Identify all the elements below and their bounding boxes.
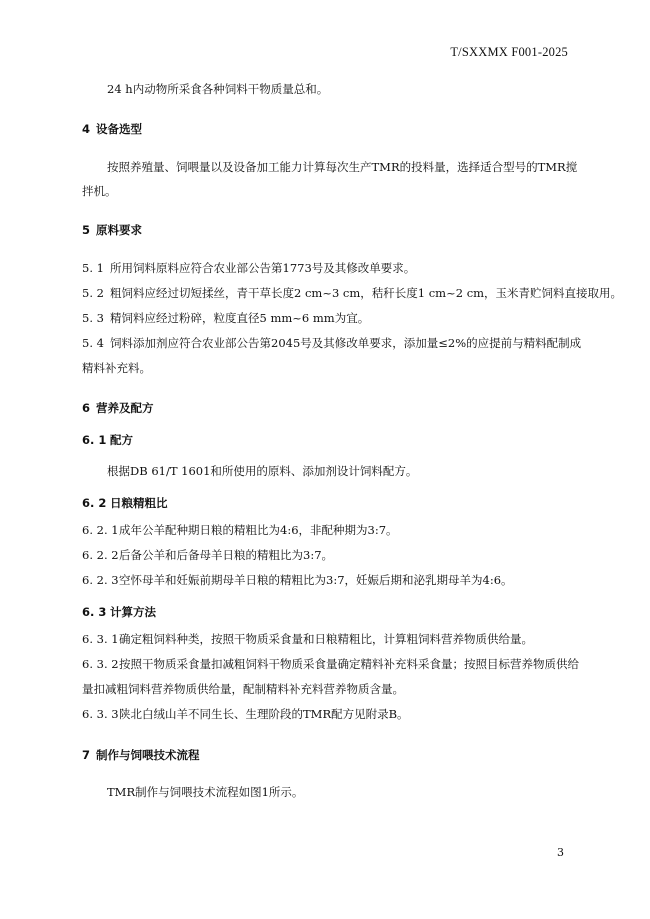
clause-6-3-2-line-2: 量扣减粗饲料营养物质供给量，配制精料补充料营养物质含量。 xyxy=(82,682,404,696)
subsection-title: 配方 xyxy=(110,433,133,447)
clause-5-4-line-2: 精料补充料。 xyxy=(82,361,151,375)
clause-number: 6. 3. 1 xyxy=(82,632,119,646)
subsection-number: 6. 3 xyxy=(82,605,107,619)
subsection-6-1-paragraph: 根据DB 61/T 1601和所使用的原料、添加剂设计饲料配方。 xyxy=(107,464,418,478)
clause-6-3-2-line-1 xyxy=(82,657,579,671)
clause-number: 5. 2 xyxy=(82,286,104,300)
clause-text: 粗饲料应经过切短揉丝，青干草长度2 cm~3 cm，秸秆长度1 cm~2 cm，玉米青贮饲料直接取用。 xyxy=(110,286,623,300)
section-title: 原料要求 xyxy=(96,223,142,237)
section-4-paragraph-line-1: 按照养殖量、饲喂量以及设备加工能力计算每次生产TMR的投料量，选择适合型号的TMR搅 xyxy=(107,160,578,174)
clause-number: 6. 2. 3 xyxy=(82,573,119,587)
section-7-paragraph: TMR制作与饲喂技术流程如图1所示。 xyxy=(107,785,304,799)
clause-6-2-3 xyxy=(82,573,513,587)
section-number: 5 xyxy=(82,223,91,237)
clause-text: 后备公羊和后备母羊日粮的精粗比为3:7。 xyxy=(119,548,334,562)
clause-number: 6. 3. 3 xyxy=(82,707,119,721)
clause-5-4-line-1 xyxy=(82,336,581,350)
continuation-line: 24 h内动物所采食各种饲料干物质量总和。 xyxy=(107,82,329,96)
clause-text: 按照干物质采食量扣减粗饲料干物质采食量确定精料补充料采食量；按照目标营养物质供给 xyxy=(119,657,579,671)
section-title: 营养及配方 xyxy=(96,401,154,415)
clause-5-2 xyxy=(82,286,622,300)
clause-number: 6. 2. 2 xyxy=(82,548,119,562)
clause-number: 6. 3. 2 xyxy=(82,657,119,671)
section-title: 制作与饲喂技术流程 xyxy=(96,748,200,762)
clause-5-1 xyxy=(82,261,415,275)
section-number: 6 xyxy=(82,401,91,415)
section-4-paragraph-line-2: 拌机。 xyxy=(82,184,117,198)
page-number: 3 xyxy=(557,846,564,859)
section-number: 4 xyxy=(82,122,91,136)
section-5-heading xyxy=(82,222,142,238)
section-7-heading xyxy=(82,747,200,763)
subsection-6-1-heading xyxy=(82,432,133,448)
subsection-number: 6. 1 xyxy=(82,433,107,447)
clause-number: 5. 1 xyxy=(82,261,104,275)
document-code-header: T/SXXMX F001-2025 xyxy=(450,45,568,59)
clause-6-3-3 xyxy=(82,707,409,721)
clause-number: 5. 3 xyxy=(82,311,104,325)
clause-text: 饲料添加剂应符合农业部公告第2045号及其修改单要求，添加量≤2%的应提前与精料配制成 xyxy=(110,336,582,350)
section-4-heading xyxy=(82,121,142,137)
clause-text: 陕北白绒山羊不同生长、生理阶段的TMR配方见附录B。 xyxy=(119,707,409,721)
clause-text: 所用饲料原料应符合农业部公告第1773号及其修改单要求。 xyxy=(110,261,416,275)
clause-5-3 xyxy=(82,311,369,325)
clause-6-2-1 xyxy=(82,523,398,537)
clause-text: 空怀母羊和妊娠前期母羊日粮的精粗比为3:7，妊娠后期和泌乳期母羊为4:6。 xyxy=(119,573,513,587)
clause-text: 确定粗饲料种类，按照干物质采食量和日粮精粗比，计算粗饲料营养物质供给量。 xyxy=(119,632,533,646)
section-number: 7 xyxy=(82,748,91,762)
subsection-title: 日粮精粗比 xyxy=(110,496,168,510)
clause-text: 成年公羊配种期日粮的精粗比为4:6，非配种期为3:7。 xyxy=(119,523,398,537)
clause-6-3-1 xyxy=(82,632,533,646)
clause-number: 5. 4 xyxy=(82,336,104,350)
subsection-title: 计算方法 xyxy=(110,605,156,619)
subsection-number: 6. 2 xyxy=(82,496,107,510)
subsection-6-2-heading xyxy=(82,495,168,511)
section-title: 设备选型 xyxy=(96,122,142,136)
section-6-heading xyxy=(82,400,154,416)
clause-number: 6. 2. 1 xyxy=(82,523,119,537)
clause-6-2-2 xyxy=(82,548,333,562)
subsection-6-3-heading xyxy=(82,604,156,620)
clause-text: 精饲料应经过粉碎，粒度直径5 mm~6 mm为宜。 xyxy=(110,311,370,325)
